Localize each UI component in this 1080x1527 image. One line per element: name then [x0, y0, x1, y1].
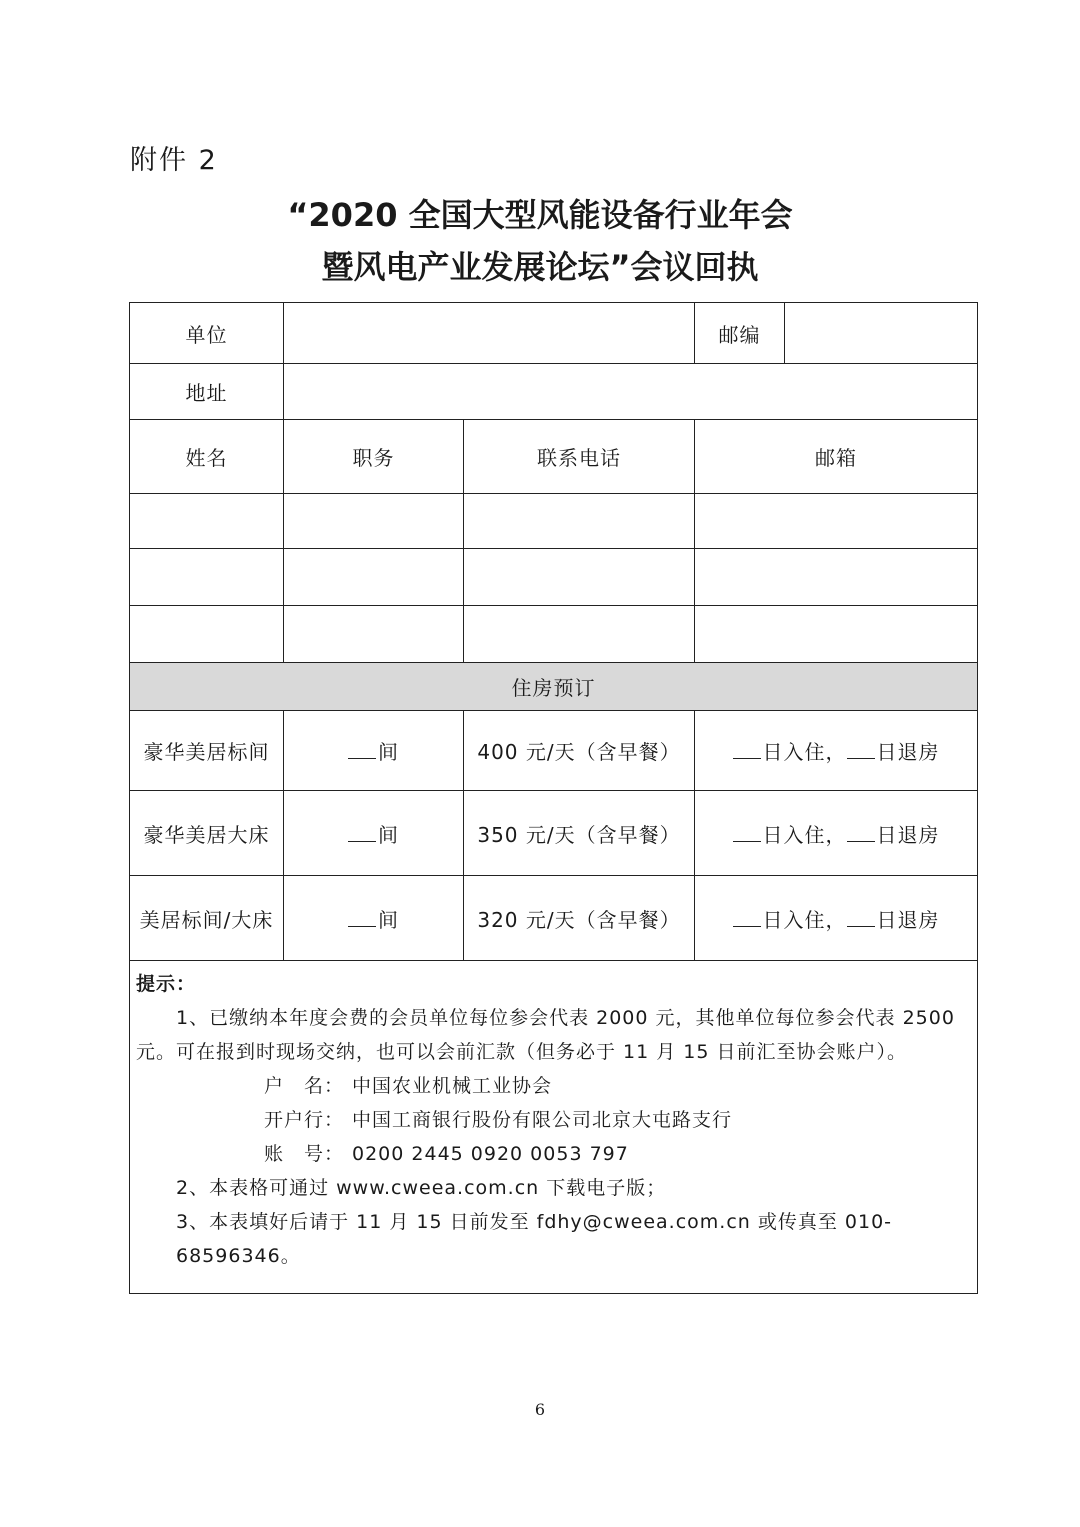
attendee-title-cell[interactable] [284, 606, 464, 663]
lodging-header-row [130, 663, 978, 711]
page-title-line1: “2020 全国大型风能设备行业年会 [287, 196, 793, 234]
col-name-header: 姓名 [130, 420, 284, 494]
lodging-header: 住房预订 [130, 663, 978, 711]
attendee-row [130, 549, 978, 606]
account-name-line [136, 1069, 969, 1103]
qty-suffix: 间 [378, 907, 399, 932]
checkin-label: 日入住， [762, 740, 847, 764]
checkout-label: 日退房 [876, 740, 940, 764]
attendee-phone-cell[interactable] [464, 606, 695, 663]
room-row [130, 711, 978, 791]
notes-row [130, 961, 978, 1294]
room-type: 美居标间/大床 [130, 876, 284, 961]
checkout-blank[interactable] [847, 823, 875, 842]
account-number-key: 账 号： [264, 1143, 345, 1165]
attachment-label: 附件 2 [130, 145, 218, 176]
room-qty[interactable] [284, 791, 464, 876]
attendee-email-cell[interactable] [695, 549, 978, 606]
room-dates[interactable] [695, 791, 978, 876]
notes-heading: 提示： [136, 973, 197, 995]
attendee-name-cell[interactable] [130, 494, 284, 549]
checkin-blank[interactable] [733, 823, 761, 842]
checkin-label: 日入住， [762, 907, 847, 932]
reply-form-table [129, 302, 978, 1294]
account-bank-key: 开户行： [264, 1109, 345, 1131]
attendee-email-cell[interactable] [695, 494, 978, 549]
room-dates[interactable] [695, 711, 978, 791]
room-row [130, 791, 978, 876]
account-name-value: 中国农业机械工业协会 [352, 1075, 553, 1097]
account-number-value: 0200 2445 0920 0053 797 [352, 1143, 629, 1165]
attendee-phone-cell[interactable] [464, 494, 695, 549]
address-field[interactable] [284, 364, 978, 420]
note-item-3: 3、本表填好后请于 11 月 15 日前发至 fdhy@cweea.com.cn 或传真至 010-68596346。 [176, 1211, 893, 1267]
attendee-header-row [130, 420, 978, 494]
checkout-blank[interactable] [847, 740, 875, 759]
room-row [130, 876, 978, 961]
qty-suffix: 间 [378, 822, 399, 847]
attendee-title-cell[interactable] [284, 494, 464, 549]
col-phone-header: 联系电话 [464, 420, 695, 494]
attendee-email-cell[interactable] [695, 606, 978, 663]
attendee-name-cell[interactable] [130, 549, 284, 606]
account-bank-value: 中国工商银行股份有限公司北京大屯路支行 [352, 1109, 733, 1131]
col-title-header: 职务 [284, 420, 464, 494]
unit-row [130, 303, 978, 364]
checkout-label: 日退房 [876, 822, 940, 847]
qty-blank[interactable] [348, 823, 376, 842]
attendee-name-cell[interactable] [130, 606, 284, 663]
note-item-2: 2、本表格可通过 www.cweea.com.cn 下载电子版； [176, 1177, 667, 1199]
checkin-blank[interactable] [733, 908, 761, 927]
room-dates[interactable] [695, 876, 978, 961]
attendee-row [130, 494, 978, 549]
room-price: 350 元/天（含早餐） [464, 791, 695, 876]
room-qty[interactable] [284, 876, 464, 961]
checkin-label: 日入住， [762, 822, 847, 847]
checkout-blank[interactable] [847, 908, 875, 927]
col-email-header: 邮箱 [695, 420, 978, 494]
attendee-title-cell[interactable] [284, 549, 464, 606]
postcode-field[interactable] [785, 303, 978, 364]
address-label: 地址 [130, 364, 284, 420]
account-number-line [136, 1137, 969, 1171]
room-price: 320 元/天（含早餐） [464, 876, 695, 961]
note-item-1: 1、已缴纳本年度会费的会员单位每位参会代表 2000 元，其他单位每位参会代表 2500 元。可在报到时现场交纳，也可以会前汇款（但务必于 11 月 15 日前汇至协会账户）。 [136, 1007, 955, 1063]
postcode-label: 邮编 [695, 303, 785, 364]
notes-cell [130, 961, 978, 1294]
qty-blank[interactable] [348, 740, 376, 759]
unit-field[interactable] [284, 303, 695, 364]
checkin-blank[interactable] [733, 740, 761, 759]
attendee-phone-cell[interactable] [464, 549, 695, 606]
page-number: 6 [534, 1400, 546, 1419]
room-type: 豪华美居大床 [130, 791, 284, 876]
account-name-key: 户 名： [264, 1075, 345, 1097]
qty-suffix: 间 [378, 740, 399, 764]
address-row [130, 364, 978, 420]
room-type: 豪华美居标间 [130, 711, 284, 791]
room-qty[interactable] [284, 711, 464, 791]
attendee-row [130, 606, 978, 663]
qty-blank[interactable] [348, 908, 376, 927]
checkout-label: 日退房 [876, 907, 940, 932]
room-price: 400 元/天（含早餐） [464, 711, 695, 791]
page-title-line2: 暨风电产业发展论坛”会议回执 [321, 248, 759, 286]
unit-label: 单位 [130, 303, 284, 364]
account-bank-line [136, 1103, 969, 1137]
